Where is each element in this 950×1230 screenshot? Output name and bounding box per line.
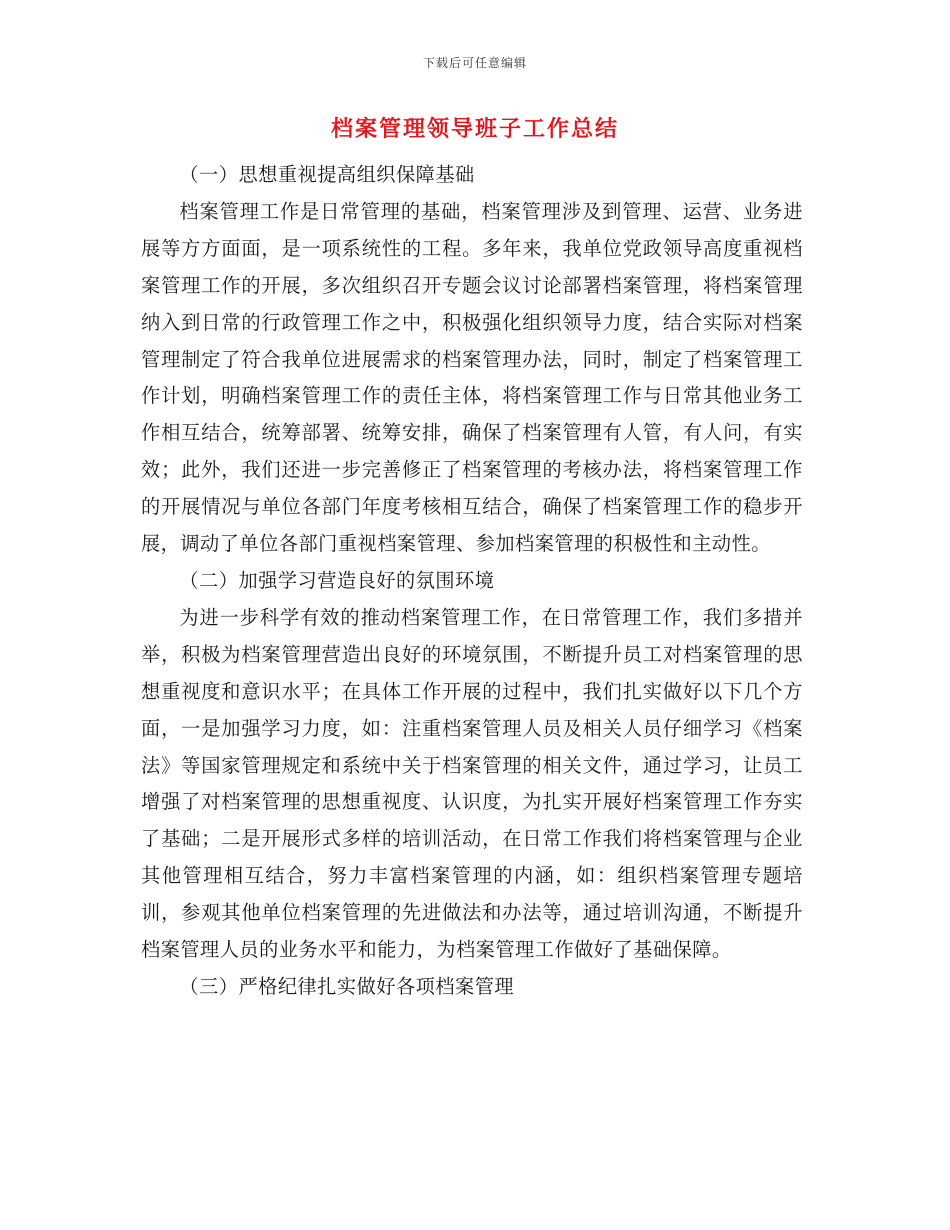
section-paragraph-1: 档案管理工作是日常管理的基础，档案管理涉及到管理、运营、业务进展等方方面面，是一项系统性的工程。多年来，我单位党政领导高度重视档案管理工作的开展，多次组织召开专题会议讨论部署档案管理，将档案管理纳入到日常的行政管理工作之中，积极强化组织领导力度，结合实际对档案管理制定了符合我单位进展需求的档案管理办法，同时，制定了档案管理工作计划，明确档案管理工作的责任主体，将档案管理工作与日常其他业务工作相互结合，统筹部署、统筹安排，确保了档案管理有人管，有人问，有实效；此外，我们还进一步完善修正了档案管理的考核办法，将档案管理工作的开展情况与单位各部门年度考核相互结合，确保了档案管理工作的稳步开展，调动了单位各部门重视档案管理、参加档案管理的积极性和主动性。 — [141, 199, 803, 556]
document-title: 档案管理领导班子工作总结 — [330, 117, 619, 142]
section-heading-1: （一）思想重视提高组织保障基础 — [179, 163, 475, 186]
section-paragraph-2: 为进一步科学有效的推动档案管理工作，在日常管理工作，我们多措并举，积极为档案管理营造出良好的环境氛围，不断提升员工对档案管理的思想重视度和意识水平；在具体工作开展的过程中，我们扎实做好以下几个方面，一是加强学习力度，如：注重档案管理人员及相关人员仔细学习《档案法》等国家管理规定和系统中关于档案管理的相关文件，通过学习，让员工增强了对档案管理的思想重视度、认识度，为扎实开展好档案管理工作夯实了基础；二是开展形式多样的培训活动，在日常工作我们将档案管理与企业其他管理相互结合，努力丰富档案管理的内涵，如：组织档案管理专题培训，参观其他单位档案管理的先进做法和办法等，通过培训沟通，不断提升档案管理人员的业务水平和能力，为档案管理工作做好了基础保障。 — [141, 605, 803, 962]
section-heading-2: （二）加强学习营造良好的氛围环境 — [179, 568, 495, 592]
document-body — [141, 157, 803, 1006]
header-note: 下载后可任意编辑 — [422, 56, 527, 70]
section-heading-3: （三）严格纪律扎实做好各项档案管理 — [179, 974, 515, 998]
